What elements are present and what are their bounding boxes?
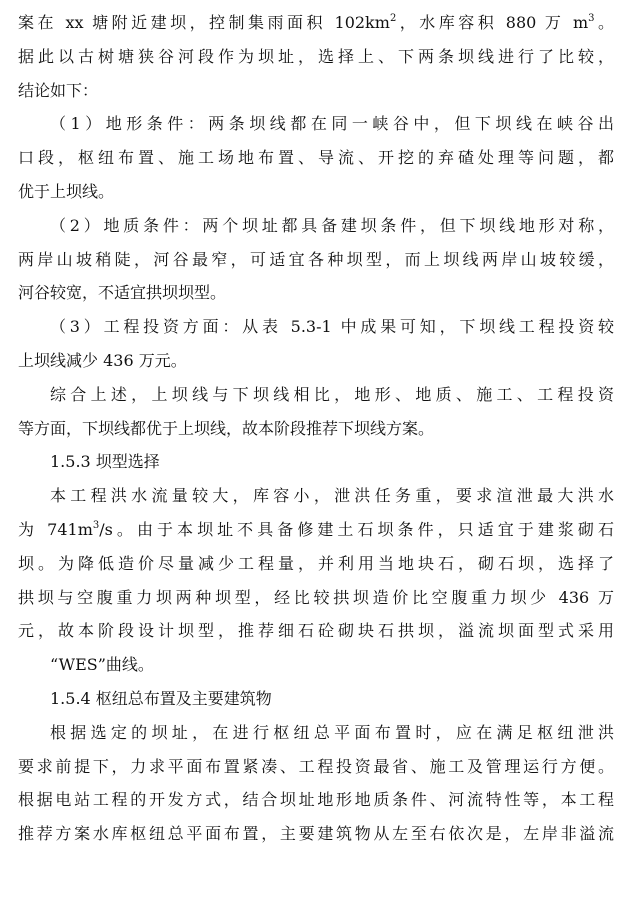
text-span: /s。由于本坝址不具备修建土石坝条件，只适宜于建浆砌石 <box>99 519 614 539</box>
paragraph-start-line: 根据选定的坝址，在进行枢纽总平面布置时，应在满足枢纽泄洪 <box>50 722 614 742</box>
text-line: 元，故本阶段设计坝型，推荐细石砼砌块石拱坝，溢流坝面型式采用 <box>18 621 614 641</box>
text-line: 据此以古树塘狭谷河段作为坝址，选择上、下两条坝线进行了比较， <box>18 46 614 66</box>
text-line: 河谷较宽，不适宜拱坝坝型。 <box>18 283 227 303</box>
paragraph-start-line: （3）工程投资方面：从表 5.3-1 中成果可知，下坝线工程投资较 <box>50 317 614 337</box>
text-span: ，水库容积 880 万 m <box>396 13 589 32</box>
text-span: 为 741m <box>18 519 93 539</box>
section-heading: 1.5.4 枢纽总布置及主要建筑物 <box>50 688 272 708</box>
text-line: “WES”曲线。 <box>50 655 154 675</box>
text-line: 结论如下： <box>18 80 99 100</box>
text-line: 优于上坝线。 <box>18 181 115 201</box>
superscript: 3 <box>92 519 100 531</box>
text-line: 等方面，下坝线都优于上坝线，故本阶段推荐下坝线方案。 <box>18 418 435 438</box>
text-line: 拱坝与空腹重力坝两种坝型，经比较拱坝造价比空腹重力坝少 436 万 <box>18 587 614 607</box>
text-line: 根据电站工程的开发方式，结合坝址地形地质条件、河流特性等，本工程 <box>18 790 614 810</box>
text-line <box>18 513 614 547</box>
superscript: 2 <box>389 13 397 24</box>
section-heading: 1.5.3 坝型选择 <box>50 452 160 472</box>
paragraph-start-line: 本工程洪水流量较大，库容小，泄洪任务重，要求渲泄最大洪水 <box>50 486 614 506</box>
text-line: 推荐方案水库枢纽总平面布置，主要建筑物从左至右依次是，左岸非溢流 <box>18 824 614 844</box>
text-line: 两岸山坡稍陡，河谷最窄，可适宜各种坝型，而上坝线两岸山坡较缓， <box>18 249 614 269</box>
text-line <box>18 6 614 40</box>
text-line: 口段，枢纽布置、施工场地布置、导流、开挖的弃碴处理等问题，都 <box>18 148 614 168</box>
superscript: 3 <box>588 13 595 24</box>
paragraph-start-line: 综合上述，上坝线与下坝线相比，地形、地质、施工、工程投资 <box>50 384 614 404</box>
text-line: 上坝线减少 436 万元。 <box>18 350 187 370</box>
text-line: 要求前提下，力求平面布置紧凑、工程投资最省、施工及管理运行方便。 <box>18 756 614 776</box>
text-line: 坝。为降低造价尽量减少工程量，并利用当地块石，砌石坝，选择了 <box>18 553 614 573</box>
paragraph-start-line: （1）地形条件：两条坝线都在同一峡谷中，但下坝线在峡谷出 <box>50 114 614 134</box>
paragraph-start-line: （2）地质条件：两个坝址都具备建坝条件，但下坝线地形对称， <box>50 215 614 235</box>
text-span: 。 <box>594 13 614 32</box>
text-span: 案在 xx 塘附近建坝，控制集雨面积 102km <box>18 13 390 32</box>
